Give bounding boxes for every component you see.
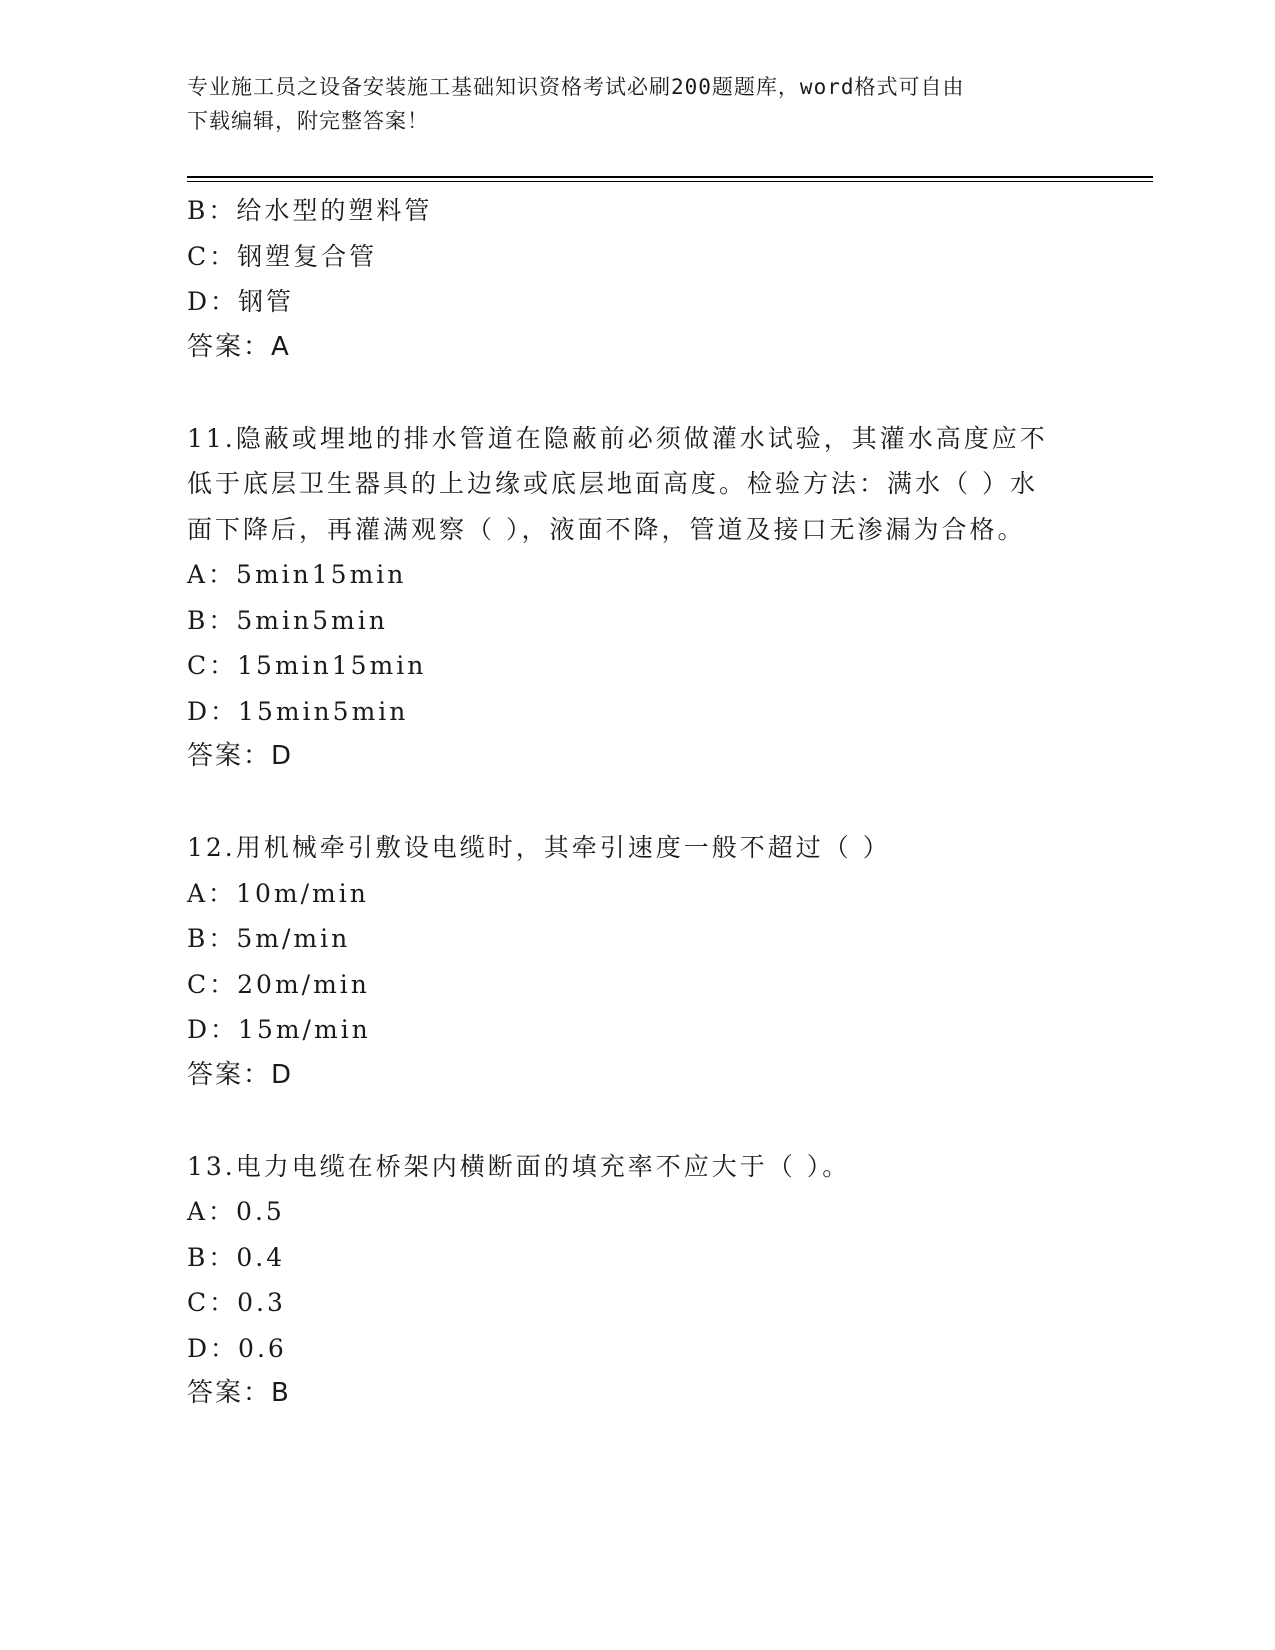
question-12 bbox=[187, 825, 1087, 1098]
answer-line: 答案：D bbox=[187, 741, 294, 771]
answer-line: 答案：D bbox=[187, 1059, 294, 1090]
question-text-line-2: 低于底层卫生器具的上边缘或底层地面高度。检验方法：满水（ ）水 bbox=[187, 469, 1038, 498]
option-c: C：20m/min bbox=[187, 969, 370, 999]
question-text bbox=[187, 416, 1067, 553]
question-text-line-3: 面下降后，再灌满观察（ ），液面不降，管道及接口无渗漏为合格。 bbox=[187, 514, 1026, 544]
question-text bbox=[187, 825, 1067, 871]
option-d: D：15min5min bbox=[187, 696, 409, 726]
spacer bbox=[187, 1098, 1087, 1144]
header-line-1: 专业施工员之设备安装施工基础知识资格考试必刷200题题库，word格式可自由 bbox=[187, 75, 965, 99]
question-text-line-1: 12.用机械牵引敷设电缆时，其牵引速度一般不超过（ ） bbox=[187, 833, 891, 862]
spacer bbox=[187, 370, 1087, 416]
document-body bbox=[187, 188, 1087, 1417]
option-c: C：0.3 bbox=[187, 1288, 286, 1317]
option-d: D：15m/min bbox=[187, 1015, 371, 1044]
header-divider-thick bbox=[187, 176, 1153, 178]
option-c: C：15min15min bbox=[187, 651, 427, 680]
question-text-line-1: 13.电力电缆在桥架内横断面的填充率不应大于（ ）。 bbox=[187, 1151, 851, 1181]
option-a: A：0.5 bbox=[187, 1197, 285, 1226]
question-11 bbox=[187, 416, 1087, 780]
option-d: D：0.6 bbox=[187, 1333, 287, 1363]
option-b: B：给水型的塑料管 bbox=[187, 196, 433, 225]
question-text bbox=[187, 1144, 1067, 1190]
answer-line: 答案：B bbox=[187, 1378, 291, 1408]
question-text-line-1: 11.隐蔽或埋地的排水管道在隐蔽前必须做灌水试验，其灌水高度应不 bbox=[187, 423, 1048, 453]
spacer bbox=[187, 780, 1087, 826]
option-b: B：5m/min bbox=[187, 924, 351, 953]
option-c: C：钢塑复合管 bbox=[187, 241, 378, 271]
header-divider-thin bbox=[187, 181, 1153, 182]
document-header bbox=[187, 70, 1067, 138]
option-b: B：5min5min bbox=[187, 605, 388, 635]
question-10-continued bbox=[187, 188, 1087, 370]
option-a: A：10m/min bbox=[187, 878, 369, 908]
answer-line: 答案：A bbox=[187, 331, 291, 362]
header-line-2: 下载编辑，附完整答案！ bbox=[187, 109, 429, 133]
option-b: B：0.4 bbox=[187, 1242, 286, 1272]
question-13 bbox=[187, 1144, 1087, 1417]
option-a: A：5min15min bbox=[187, 560, 407, 589]
option-d: D：钢管 bbox=[187, 287, 295, 316]
